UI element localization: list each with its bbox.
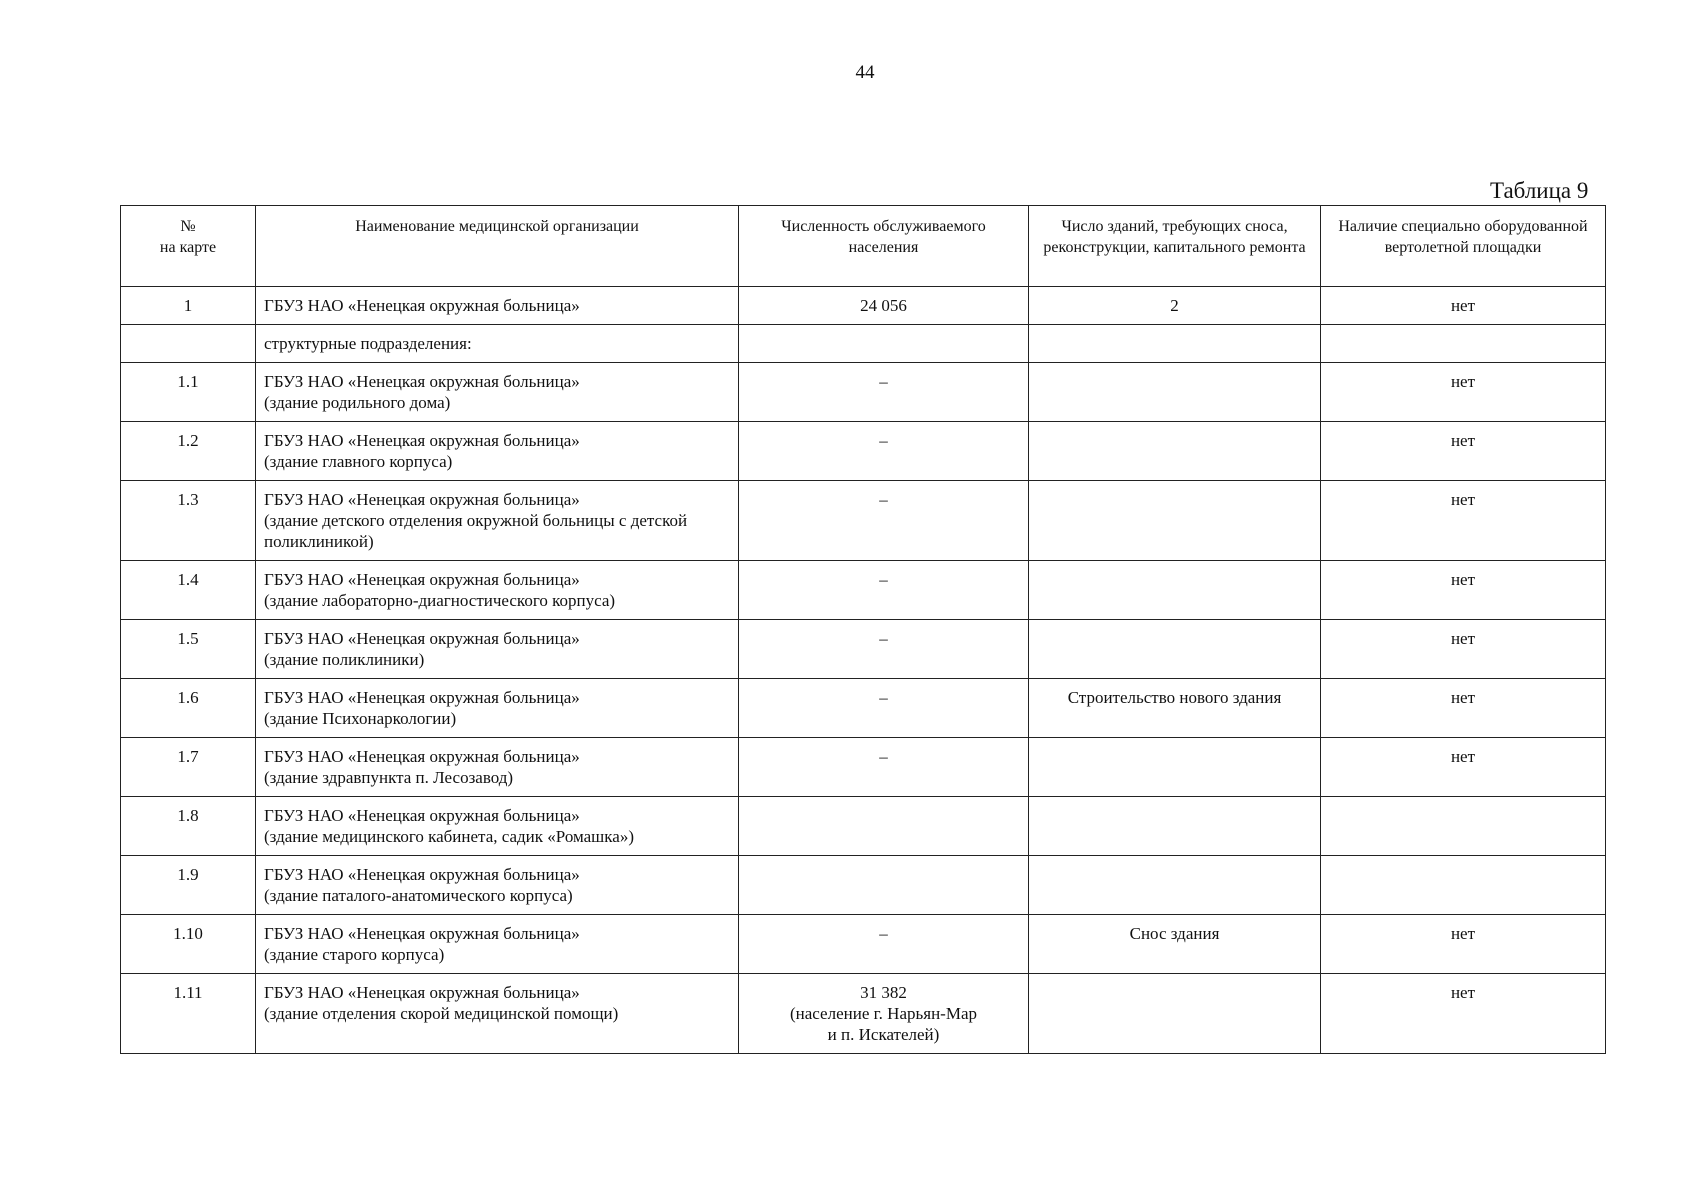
cell-name: [256, 325, 739, 363]
table-row: [121, 561, 1606, 620]
population-text: 24 056: [860, 296, 907, 315]
cell-buildings: [1029, 325, 1321, 363]
cell-buildings: Снос здания: [1029, 915, 1321, 974]
page-number: 44: [855, 62, 875, 83]
organization-name: ГБУЗ НАО «Ненецкая окружная больница»: [264, 296, 580, 315]
cell-name: [256, 679, 739, 738]
cell-buildings: [1029, 974, 1321, 1054]
table-row: [121, 974, 1606, 1054]
building-description: (здание главного корпуса): [264, 452, 453, 471]
cell-num: 1.5: [121, 620, 256, 679]
cell-name: [256, 738, 739, 797]
cell-num: 1.3: [121, 481, 256, 561]
cell-population: [739, 738, 1029, 797]
organization-name: ГБУЗ НАО «Ненецкая окружная больница»: [264, 490, 580, 509]
cell-heliport: нет: [1321, 974, 1606, 1054]
table-row: [121, 738, 1606, 797]
organization-name: ГБУЗ НАО «Ненецкая окружная больница»: [264, 570, 580, 589]
table-row: [121, 620, 1606, 679]
header-population: Численность обслуживаемого населения: [739, 206, 1029, 287]
cell-buildings: [1029, 856, 1321, 915]
cell-buildings: [1029, 620, 1321, 679]
cell-population: [739, 363, 1029, 422]
cell-population: [739, 856, 1029, 915]
cell-heliport: нет: [1321, 422, 1606, 481]
cell-name: [256, 915, 739, 974]
cell-buildings: Строительство нового здания: [1029, 679, 1321, 738]
organization-name: ГБУЗ НАО «Ненецкая окружная больница»: [264, 372, 580, 391]
organization-name: ГБУЗ НАО «Ненецкая окружная больница»: [264, 629, 580, 648]
organization-name: структурные подразделения:: [264, 334, 472, 353]
cell-population: [739, 481, 1029, 561]
cell-name: [256, 797, 739, 856]
medical-organizations-table: [120, 205, 1606, 1054]
building-description: (здание поликлиники): [264, 650, 425, 669]
building-description: (здание здравпункта п. Лесозавод): [264, 768, 514, 787]
building-description: (здание медицинского кабинета, садик «Ромашка»): [264, 827, 634, 846]
table-row: [121, 915, 1606, 974]
table-row: [121, 856, 1606, 915]
cell-buildings: [1029, 797, 1321, 856]
population-text: и п. Искателей): [827, 1025, 940, 1044]
population-text: –: [879, 924, 888, 943]
table-row: [121, 679, 1606, 738]
building-description: (здание родильного дома): [264, 393, 451, 412]
cell-num: [121, 325, 256, 363]
cell-name: [256, 620, 739, 679]
cell-num: 1.11: [121, 974, 256, 1054]
cell-num: 1.2: [121, 422, 256, 481]
cell-num: 1.4: [121, 561, 256, 620]
cell-buildings: [1029, 561, 1321, 620]
cell-heliport: нет: [1321, 620, 1606, 679]
organization-name: ГБУЗ НАО «Ненецкая окружная больница»: [264, 983, 580, 1002]
population-text: 31 382: [860, 983, 907, 1002]
table-row: [121, 422, 1606, 481]
cell-population: [739, 561, 1029, 620]
building-description: (здание отделения скорой медицинской помощи): [264, 1004, 619, 1023]
table-header-row: [121, 206, 1606, 287]
population-text: –: [879, 490, 888, 509]
cell-heliport: нет: [1321, 363, 1606, 422]
header-heliport: Наличие специально оборудованной вертолетной площадки: [1321, 206, 1606, 287]
organization-name: ГБУЗ НАО «Ненецкая окружная больница»: [264, 924, 580, 943]
cell-name: [256, 363, 739, 422]
cell-buildings: [1029, 481, 1321, 561]
table-row: [121, 797, 1606, 856]
cell-num: 1.6: [121, 679, 256, 738]
building-description: (здание лабораторно-диагностического корпуса): [264, 591, 616, 610]
population-text: (население г. Нарьян-Мар: [790, 1004, 977, 1023]
cell-name: [256, 856, 739, 915]
cell-name: [256, 974, 739, 1054]
header-buildings: Число зданий, требующих сноса, реконструкции, капитального ремонта: [1029, 206, 1321, 287]
cell-num: 1.10: [121, 915, 256, 974]
table-row: [121, 363, 1606, 422]
header-num: [121, 206, 256, 287]
cell-buildings: [1029, 738, 1321, 797]
cell-num: 1.9: [121, 856, 256, 915]
table-row: [121, 481, 1606, 561]
cell-num: 1.7: [121, 738, 256, 797]
cell-population: [739, 915, 1029, 974]
cell-population: [739, 325, 1029, 363]
population-text: –: [879, 629, 888, 648]
cell-buildings: 2: [1029, 287, 1321, 325]
cell-population: [739, 974, 1029, 1054]
cell-buildings: [1029, 422, 1321, 481]
cell-num: 1: [121, 287, 256, 325]
header-name: Наименование медицинской организации: [256, 206, 739, 287]
table-body: [121, 287, 1606, 1054]
organization-name: ГБУЗ НАО «Ненецкая окружная больница»: [264, 865, 580, 884]
cell-heliport: нет: [1321, 481, 1606, 561]
header-num-line1: №: [180, 218, 196, 235]
organization-name: ГБУЗ НАО «Ненецкая окружная больница»: [264, 747, 580, 766]
cell-name: [256, 561, 739, 620]
cell-population: [739, 422, 1029, 481]
cell-heliport: [1321, 797, 1606, 856]
cell-population: [739, 620, 1029, 679]
cell-heliport: нет: [1321, 561, 1606, 620]
cell-num: 1.8: [121, 797, 256, 856]
table-row: [121, 325, 1606, 363]
cell-population: [739, 797, 1029, 856]
cell-name: [256, 481, 739, 561]
cell-name: [256, 287, 739, 325]
population-text: –: [879, 688, 888, 707]
cell-buildings: [1029, 363, 1321, 422]
population-text: –: [879, 570, 888, 589]
cell-name: [256, 422, 739, 481]
population-text: –: [879, 747, 888, 766]
population-text: –: [879, 372, 888, 391]
cell-heliport: нет: [1321, 738, 1606, 797]
header-num-line2: на карте: [159, 239, 217, 256]
cell-population: [739, 679, 1029, 738]
cell-heliport: [1321, 856, 1606, 915]
cell-heliport: [1321, 325, 1606, 363]
cell-num: 1.1: [121, 363, 256, 422]
building-description: (здание детского отделения окружной больницы с детской поликлиникой): [264, 511, 688, 551]
table-row: [121, 287, 1606, 325]
organization-name: ГБУЗ НАО «Ненецкая окружная больница»: [264, 806, 580, 825]
table-caption: Таблица 9: [1490, 178, 1589, 203]
building-description: (здание паталого-анатомического корпуса): [264, 886, 573, 905]
population-text: –: [879, 431, 888, 450]
cell-heliport: нет: [1321, 915, 1606, 974]
building-description: (здание старого корпуса): [264, 945, 445, 964]
cell-heliport: нет: [1321, 679, 1606, 738]
cell-heliport: нет: [1321, 287, 1606, 325]
building-description: (здание Психонаркологии): [264, 709, 457, 728]
organization-name: ГБУЗ НАО «Ненецкая окружная больница»: [264, 431, 580, 450]
organization-name: ГБУЗ НАО «Ненецкая окружная больница»: [264, 688, 580, 707]
cell-population: [739, 287, 1029, 325]
